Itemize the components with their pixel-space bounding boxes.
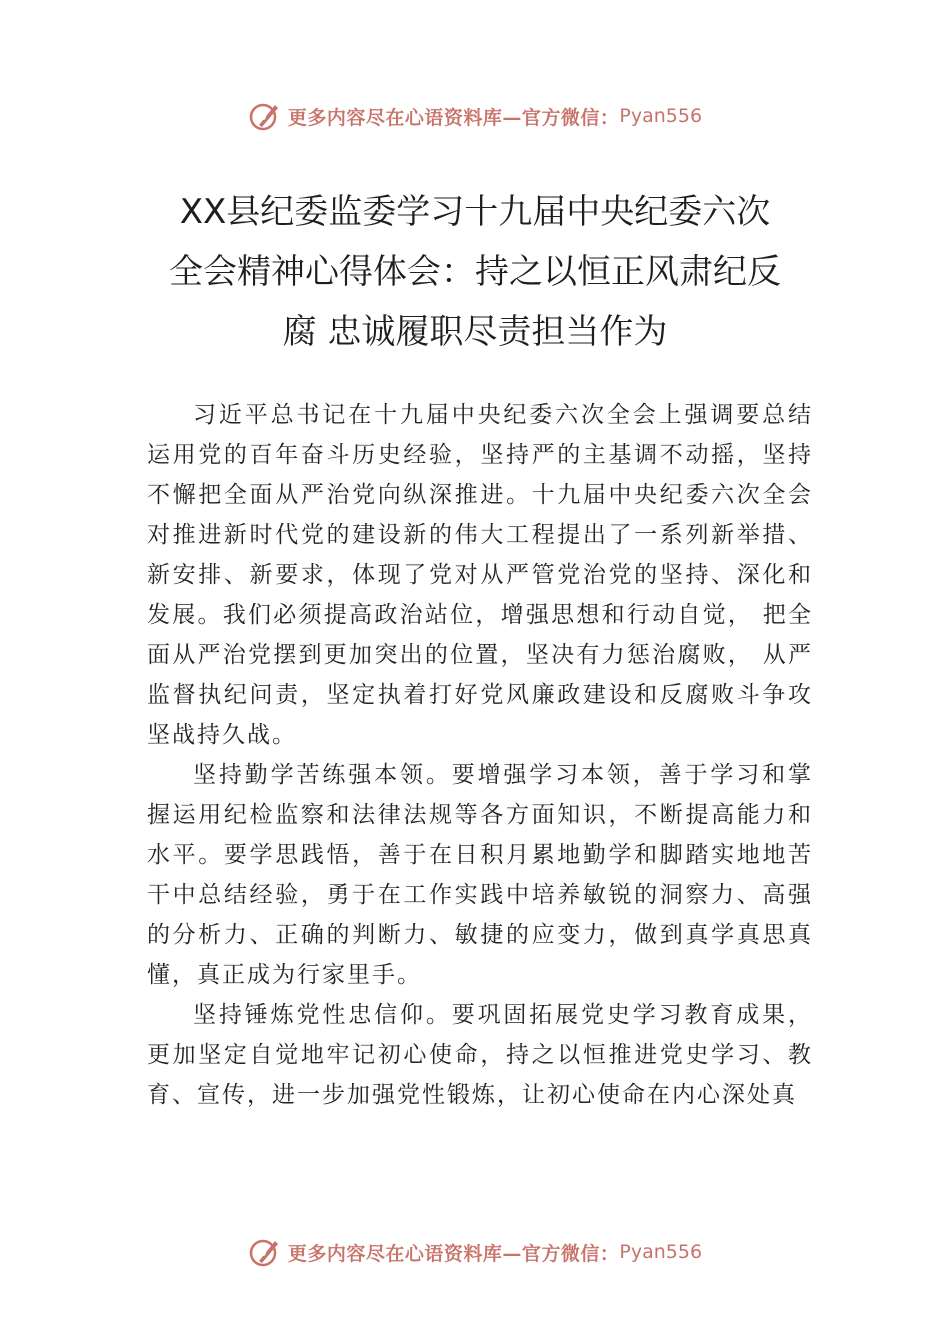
title-line: 全会精神心得体会：持之以恒正风肃纪反 — [169, 252, 781, 292]
banner-contact: Pyan556 — [619, 1241, 703, 1263]
body-paragraph: 坚持锤炼党性忠信仰。要巩固拓展党史学习教育成果，更加坚定自觉地牢记初心使命，持之以恒推进党史学习、教育、宣传，进一步加强党性锻炼，让初心使命在内心深处真 — [147, 1002, 813, 1108]
banner-contact: Pyan556 — [619, 105, 703, 127]
quill-logo-icon — [248, 1235, 282, 1269]
body-paragraph: 习近平总书记在十九届中央纪委六次全会上强调要总结运用党的百年奋斗历史经验，坚持严的主基调不动摇，坚持不懈把全面从严治党向纵深推进。十九届中央纪委六次全会对推进新时代党的建设新的伟大工程提出了一系列新举措、新安排、新要求，体现了党对从严管党治党的坚持、深化和发展。我们必须提高政治站位，增强思想和行动自觉， 把全面从严治党摆到更加突出的位置，坚决有力惩治腐败， 从严监督执纪问责，坚定执着打好党风廉政建设和反腐败斗争攻坚战持久战。 — [147, 402, 813, 748]
quill-logo-icon — [248, 99, 282, 133]
body-paragraph: 坚持勤学苦练强本领。要增强学习本领，善于学习和掌握运用纪检监察和法律法规等各方面知识，不断提高能力和水平。要学思践悟，善于在日积月累地勤学和脚踏实地地苦干中总结经验，勇于在工作实践中培养敏锐的洞察力、高强的分析力、正确的判断力、敏捷的应变力，做到真学真思真懂，真正成为行家里手。 — [147, 762, 813, 988]
header-watermark-banner — [0, 96, 950, 136]
document-title — [110, 182, 840, 362]
title-line: XX县纪委监委学习十九届中央纪委六次 — [179, 192, 771, 232]
footer-watermark-banner — [0, 1232, 950, 1272]
title-line: 腐 忠诚履职尽责担当作为 — [282, 312, 668, 352]
banner-text: 更多内容尽在心语资料库—官方微信： — [287, 1242, 620, 1265]
banner-text: 更多内容尽在心语资料库—官方微信： — [287, 106, 620, 129]
document-body — [147, 395, 813, 1115]
